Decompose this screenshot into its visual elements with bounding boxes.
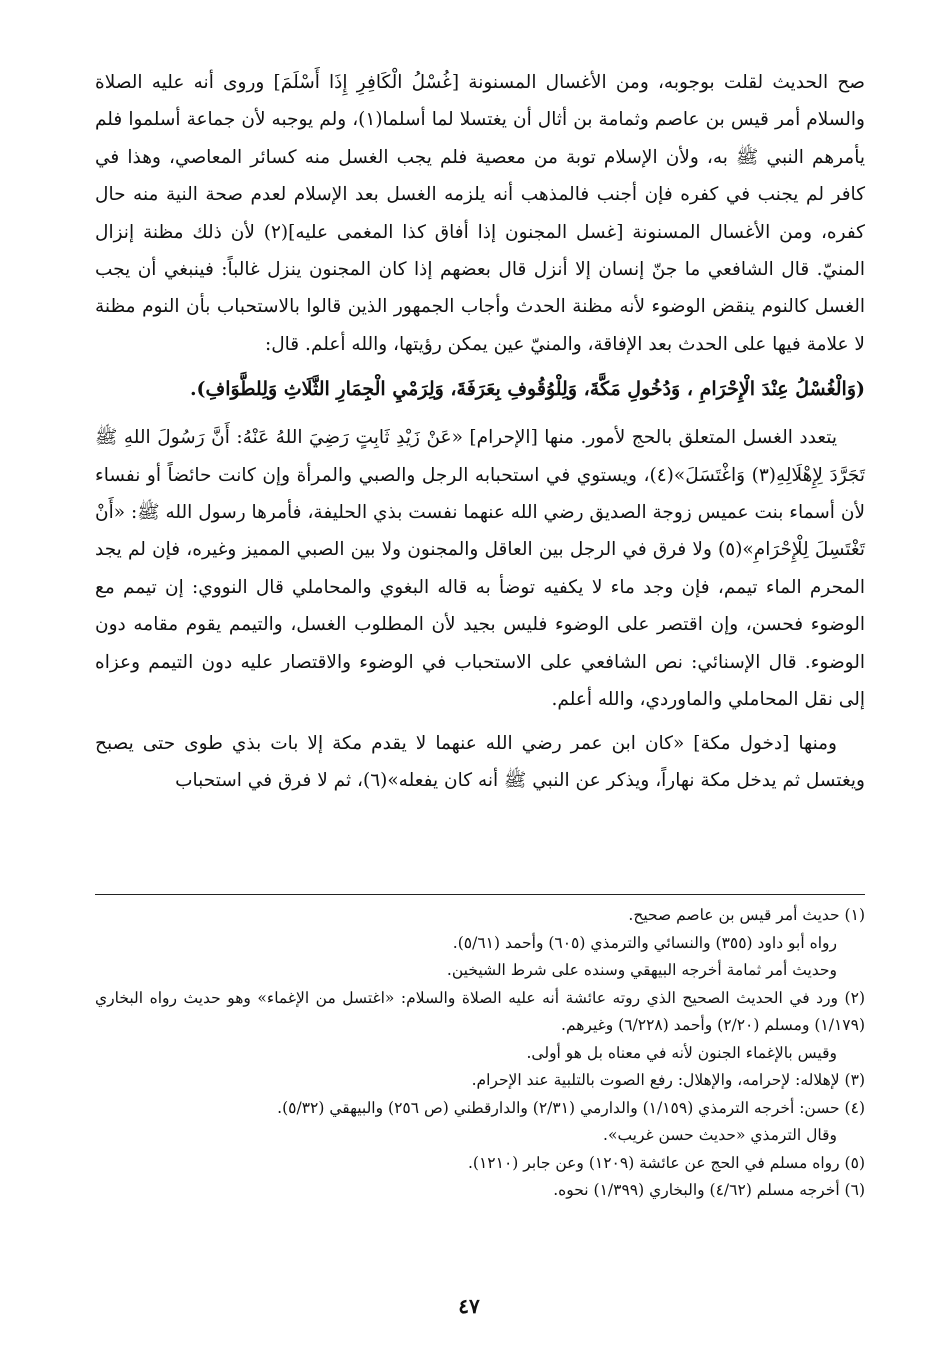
page-number: ٤٧ xyxy=(458,1294,480,1318)
footnote-1-line-3: وحديث أمر ثمامة أخرجه البيهقي وسنده على شرط الشيخين. xyxy=(446,961,837,979)
footnote-1-line-2: رواه أبو داود (٣٥٥) والنسائي والترمذي (٦٠٥) وأحمد (٥/٦١). xyxy=(452,933,837,952)
paragraph-hajj-ghusl: يتعدد الغسل المتعلق بالحج لأمور. منها [الإحرام] «عَنْ زَيْدِ ثَابِتٍ رَضِيَ اللهُ عَنْهُ: أَنَّ رَسُولَ اللهِ ﷺ تَجَرَّدَ لِإِهْلَالِهِ(٣) وَاغْتَسَلَ»(٤)، ويستوي في استحبابه الرجل والصبي والمرأة وإن كانت حائضاً أو نفساء لأن أسماء بنت عميس زوجة الصديق رضي الله عنهما نفست بذي الحليفة، فأمرها رسول الله ﷺ: «أَنْ تَغْتَسِلَ لِلْإِحْرَامِ»(٥) ولا فرق في الرجل بين العاقل والمجنون ولا بين الصبي المميز وغيره، فإن لم يجد المحرم الماء تيمم، فإن وجد ماء لا يكفيه توضأ به قاله البغوي والمحاملي قال النووي: إن تيمم مع الوضوء فحسن، وإن اقتصر على الوضوء فليس بجيد لأن المطلوب الغسل، والتيمم يقوم مقامه دون الوضوء. قال الإسنائي: نص الشافعي على الاستحباب في الوضوء والاقتصار عليه دون التيمم وعزاه إلى نقل المحاملي والماوردي، والله أعلم. xyxy=(95,427,866,711)
footnote-5: (٥) رواه مسلم في الحج عن عائشة (١٢٠٩) وعن جابر (١٢١٠). xyxy=(468,1153,865,1172)
footnote-separator xyxy=(95,894,865,895)
footnote-2-line-2: وقيس بالإغماء الجنون لأنه في معناه بل هو أولى. xyxy=(526,1043,837,1062)
paragraph-ghusl-kafir: صح الحديث لقلت بوجوبه، ومن الأغسال المسنونة [غُسْلُ الْكَافِرِ إِذَا أَسْلَمَ] وروى أنه عليه الصلاة والسلام أمر قيس بن عاصم وثمامة بن أثال أن يغتسلا لما أسلما(١)، ولم يوجبه لأن جماعة أسلموا فلم يأمرهم النبي ﷺ به، ولأن الإسلام توبة من معصية فلم يجب الغسل منه كسائر المعاصي، وهذا في كافر لم يجنب في كفره فإن أجنب فالمذهب أنه يلزمه الغسل بعد الإسلام لعدم صحة النية منه حال كفره، ومن الأغسال المسنونة [غسل المجنون إذا أفاق كذا المغمى عليه](٢) لأن ذلك مظنة إنزال المنيّ. قال الشافعي ما جنّ إنسان إلا أنزل قال بعضهم إذا كان المجنون ينزل غالباً: فينبغي أن يجب الغسل كالنوم ينقض الوضوء لأنه مظنة الحدث وأجاب الجمهور الذين قالوا بالاستحباب بأن النوم مظنة لا علامة فيها على الحدث بعد الإفاقة، والمنيّ عين يمكن رؤيتها، والله أعلم. قال: xyxy=(95,72,865,355)
footnote-4-line-2: وقال الترمذي «حديث حسن غريب». xyxy=(603,1126,837,1144)
matn-heading: (وَالْغُسْلُ عِنْدَ الْإِحْرَامِ ، وَدُخُولِ مَكَّةَ، وَلِلْوُقُوفِ بِعَرَفَةَ، وَلِرَمْيِ الْجِمَارِ الثَّلَاثِ وَلِلطَّوَافِ). xyxy=(189,378,865,401)
footnotes xyxy=(95,902,865,1205)
footnote-3: (٣) لإهلاله: لإحرامه، والإهلال: رفع الصوت بالتلبية عند الإحرام. xyxy=(471,1071,865,1089)
footnote-4: (٤) حسن: أخرجه الترمذي (١/١٥٩) والدارمي (٢/٣١) والدارقطني (ص ٢٥٦) والبيهقي (٥/٣٢). xyxy=(277,1098,865,1117)
paragraph-dukhul-makkah: ومنها [دخول مكة] «كان ابن عمر رضي الله عنهما لا يقدم مكة إلا بات بذي طوى حتى يصبح ويغتسل ثم يدخل مكة نهاراً، ويذكر عن النبي ﷺ أنه كان يفعله»(٦)، ثم لا فرق في استحباب xyxy=(95,732,865,791)
footnote-1: (١) حديث أمر قيس بن عاصم صحيح. xyxy=(628,906,865,924)
footnote-6: (٦) أخرجه مسلم (٤/٦٢) والبخاري (١/٣٩٩) نحوه. xyxy=(553,1181,865,1199)
footnote-2: (٢) ورد في الحديث الصحيح الذي روته عائشة أنه عليه الصلاة والسلام: «اغتسل من الإغماء» وهو حديث رواه البخاري (١/١٧٩) ومسلم (٢/٢٠) وأحمد (٦/٢٢٨) وغيرهم. xyxy=(95,988,865,1034)
main-text xyxy=(95,64,865,799)
